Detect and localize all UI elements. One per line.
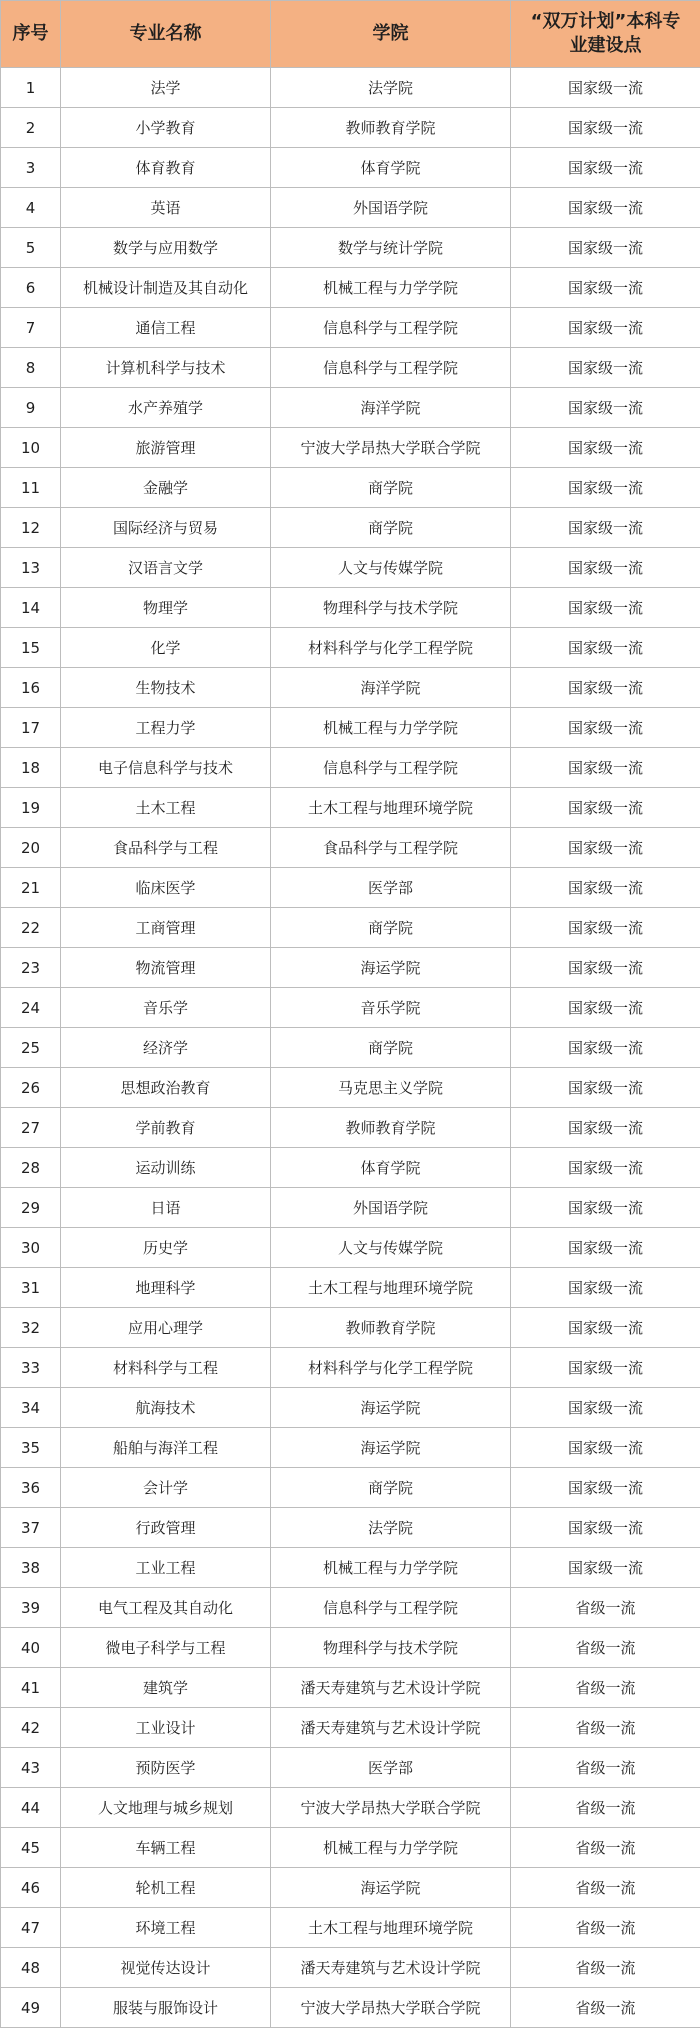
cell-level: 省级一流 [511, 1628, 700, 1668]
cell-index: 25 [1, 1028, 61, 1068]
cell-major-name: 工程力学 [61, 708, 271, 748]
table-row [1, 188, 700, 228]
cell-college: 物理科学与技术学院 [271, 588, 511, 628]
cell-major-name: 数学与应用数学 [61, 228, 271, 268]
cell-major-name: 工业设计 [61, 1708, 271, 1748]
cell-index: 33 [1, 1348, 61, 1388]
cell-index: 48 [1, 1948, 61, 1988]
cell-level: 国家级一流 [511, 388, 700, 428]
cell-index: 30 [1, 1228, 61, 1268]
table-row [1, 708, 700, 748]
table-row [1, 628, 700, 668]
table-row [1, 428, 700, 468]
cell-index: 19 [1, 788, 61, 828]
cell-level: 国家级一流 [511, 748, 700, 788]
table-row [1, 948, 700, 988]
cell-major-name: 物理学 [61, 588, 271, 628]
cell-level: 国家级一流 [511, 628, 700, 668]
cell-major-name: 物流管理 [61, 948, 271, 988]
cell-college: 土木工程与地理环境学院 [271, 1908, 511, 1948]
header-row [1, 1, 700, 68]
cell-level: 国家级一流 [511, 1348, 700, 1388]
cell-index: 35 [1, 1428, 61, 1468]
cell-index: 24 [1, 988, 61, 1028]
cell-level: 国家级一流 [511, 148, 700, 188]
cell-index: 8 [1, 348, 61, 388]
cell-major-name: 化学 [61, 628, 271, 668]
cell-college: 数学与统计学院 [271, 228, 511, 268]
table-row [1, 748, 700, 788]
cell-college: 体育学院 [271, 1148, 511, 1188]
table-row [1, 1628, 700, 1668]
cell-index: 36 [1, 1468, 61, 1508]
table-header [1, 1, 700, 68]
cell-level: 国家级一流 [511, 1148, 700, 1188]
cell-index: 3 [1, 148, 61, 188]
cell-major-name: 食品科学与工程 [61, 828, 271, 868]
cell-college: 法学院 [271, 68, 511, 108]
cell-level: 国家级一流 [511, 1428, 700, 1468]
cell-college: 海运学院 [271, 948, 511, 988]
cell-major-name: 土木工程 [61, 788, 271, 828]
cell-major-name: 行政管理 [61, 1508, 271, 1548]
cell-major-name: 学前教育 [61, 1108, 271, 1148]
cell-level: 国家级一流 [511, 1028, 700, 1068]
cell-index: 5 [1, 228, 61, 268]
header-major-name: 专业名称 [61, 1, 271, 68]
cell-index: 46 [1, 1868, 61, 1908]
cell-level: 国家级一流 [511, 788, 700, 828]
cell-level: 国家级一流 [511, 988, 700, 1028]
cell-level: 国家级一流 [511, 188, 700, 228]
cell-index: 41 [1, 1668, 61, 1708]
table-row [1, 228, 700, 268]
cell-level: 国家级一流 [511, 1508, 700, 1548]
cell-college: 材料科学与化学工程学院 [271, 1348, 511, 1388]
header-construction-level-label: “双万计划”本科专业建设点 [531, 10, 681, 58]
cell-index: 13 [1, 548, 61, 588]
cell-level: 国家级一流 [511, 1308, 700, 1348]
cell-college: 食品科学与工程学院 [271, 828, 511, 868]
cell-major-name: 建筑学 [61, 1668, 271, 1708]
cell-major-name: 电子信息科学与技术 [61, 748, 271, 788]
cell-college: 体育学院 [271, 148, 511, 188]
cell-college: 潘天寿建筑与艺术设计学院 [271, 1948, 511, 1988]
cell-major-name: 思想政治教育 [61, 1068, 271, 1108]
cell-level: 省级一流 [511, 1748, 700, 1788]
cell-level: 国家级一流 [511, 228, 700, 268]
table-row [1, 68, 700, 108]
table-row [1, 308, 700, 348]
cell-college: 土木工程与地理环境学院 [271, 1268, 511, 1308]
table-row [1, 548, 700, 588]
cell-level: 省级一流 [511, 1708, 700, 1748]
cell-major-name: 微电子科学与工程 [61, 1628, 271, 1668]
cell-level: 省级一流 [511, 1668, 700, 1708]
cell-index: 9 [1, 388, 61, 428]
cell-major-name: 汉语言文学 [61, 548, 271, 588]
cell-major-name: 会计学 [61, 1468, 271, 1508]
cell-major-name: 经济学 [61, 1028, 271, 1068]
cell-college: 商学院 [271, 508, 511, 548]
cell-major-name: 临床医学 [61, 868, 271, 908]
table-row [1, 1188, 700, 1228]
cell-college: 信息科学与工程学院 [271, 1588, 511, 1628]
cell-college: 外国语学院 [271, 188, 511, 228]
table-row [1, 1908, 700, 1948]
table-row [1, 1788, 700, 1828]
cell-level: 国家级一流 [511, 468, 700, 508]
cell-college: 材料科学与化学工程学院 [271, 628, 511, 668]
cell-index: 14 [1, 588, 61, 628]
table-row [1, 1708, 700, 1748]
cell-college: 海运学院 [271, 1868, 511, 1908]
table-row [1, 828, 700, 868]
cell-college: 人文与传媒学院 [271, 1228, 511, 1268]
cell-college: 海洋学院 [271, 668, 511, 708]
cell-level: 省级一流 [511, 1828, 700, 1868]
cell-level: 国家级一流 [511, 548, 700, 588]
cell-major-name: 工商管理 [61, 908, 271, 948]
cell-index: 1 [1, 68, 61, 108]
cell-level: 国家级一流 [511, 508, 700, 548]
cell-major-name: 预防医学 [61, 1748, 271, 1788]
cell-index: 2 [1, 108, 61, 148]
cell-college: 信息科学与工程学院 [271, 348, 511, 388]
cell-index: 37 [1, 1508, 61, 1548]
cell-index: 43 [1, 1748, 61, 1788]
cell-level: 省级一流 [511, 1788, 700, 1828]
header-index: 序号 [1, 1, 61, 68]
cell-college: 海洋学院 [271, 388, 511, 428]
cell-level: 国家级一流 [511, 948, 700, 988]
cell-level: 国家级一流 [511, 708, 700, 748]
cell-major-name: 生物技术 [61, 668, 271, 708]
table-row [1, 1468, 700, 1508]
cell-index: 12 [1, 508, 61, 548]
cell-level: 省级一流 [511, 1868, 700, 1908]
cell-college: 潘天寿建筑与艺术设计学院 [271, 1708, 511, 1748]
cell-college: 土木工程与地理环境学院 [271, 788, 511, 828]
cell-college: 教师教育学院 [271, 108, 511, 148]
cell-index: 15 [1, 628, 61, 668]
table-row [1, 1348, 700, 1388]
table-row [1, 1668, 700, 1708]
table-row [1, 1388, 700, 1428]
table-row [1, 908, 700, 948]
cell-college: 海运学院 [271, 1388, 511, 1428]
cell-index: 7 [1, 308, 61, 348]
cell-college: 医学部 [271, 868, 511, 908]
table-row [1, 468, 700, 508]
cell-major-name: 运动训练 [61, 1148, 271, 1188]
cell-major-name: 英语 [61, 188, 271, 228]
table-row [1, 1108, 700, 1148]
cell-index: 39 [1, 1588, 61, 1628]
cell-index: 21 [1, 868, 61, 908]
cell-index: 20 [1, 828, 61, 868]
table-row [1, 1748, 700, 1788]
cell-major-name: 计算机科学与技术 [61, 348, 271, 388]
cell-college: 潘天寿建筑与艺术设计学院 [271, 1668, 511, 1708]
cell-major-name: 日语 [61, 1188, 271, 1228]
table-row [1, 1508, 700, 1548]
cell-major-name: 音乐学 [61, 988, 271, 1028]
cell-major-name: 机械设计制造及其自动化 [61, 268, 271, 308]
cell-major-name: 服装与服饰设计 [61, 1988, 271, 2028]
cell-college: 信息科学与工程学院 [271, 308, 511, 348]
table-row [1, 588, 700, 628]
cell-level: 国家级一流 [511, 1388, 700, 1428]
cell-college: 宁波大学昂热大学联合学院 [271, 428, 511, 468]
table-row [1, 988, 700, 1028]
header-college: 学院 [271, 1, 511, 68]
cell-major-name: 人文地理与城乡规划 [61, 1788, 271, 1828]
cell-level: 国家级一流 [511, 68, 700, 108]
cell-college: 机械工程与力学学院 [271, 1828, 511, 1868]
cell-index: 28 [1, 1148, 61, 1188]
table-row [1, 508, 700, 548]
cell-index: 6 [1, 268, 61, 308]
table-body [1, 68, 700, 2028]
table-row [1, 1148, 700, 1188]
table-row [1, 348, 700, 388]
cell-level: 省级一流 [511, 1908, 700, 1948]
cell-major-name: 法学 [61, 68, 271, 108]
cell-index: 44 [1, 1788, 61, 1828]
cell-college: 医学部 [271, 1748, 511, 1788]
cell-college: 音乐学院 [271, 988, 511, 1028]
cell-level: 国家级一流 [511, 428, 700, 468]
table-row [1, 1588, 700, 1628]
cell-index: 18 [1, 748, 61, 788]
cell-college: 商学院 [271, 908, 511, 948]
cell-level: 国家级一流 [511, 1068, 700, 1108]
cell-college: 马克思主义学院 [271, 1068, 511, 1108]
cell-index: 47 [1, 1908, 61, 1948]
cell-level: 国家级一流 [511, 1108, 700, 1148]
cell-college: 机械工程与力学学院 [271, 708, 511, 748]
cell-major-name: 历史学 [61, 1228, 271, 1268]
cell-major-name: 应用心理学 [61, 1308, 271, 1348]
cell-major-name: 小学教育 [61, 108, 271, 148]
cell-index: 42 [1, 1708, 61, 1748]
cell-major-name: 船舶与海洋工程 [61, 1428, 271, 1468]
cell-major-name: 金融学 [61, 468, 271, 508]
cell-index: 45 [1, 1828, 61, 1868]
cell-major-name: 体育教育 [61, 148, 271, 188]
cell-index: 27 [1, 1108, 61, 1148]
table-row [1, 1988, 700, 2028]
cell-index: 17 [1, 708, 61, 748]
cell-level: 国家级一流 [511, 268, 700, 308]
cell-level: 省级一流 [511, 1988, 700, 2028]
cell-major-name: 车辆工程 [61, 1828, 271, 1868]
cell-major-name: 旅游管理 [61, 428, 271, 468]
cell-level: 国家级一流 [511, 868, 700, 908]
cell-level: 国家级一流 [511, 348, 700, 388]
cell-level: 国家级一流 [511, 1548, 700, 1588]
cell-index: 23 [1, 948, 61, 988]
cell-major-name: 轮机工程 [61, 1868, 271, 1908]
cell-index: 11 [1, 468, 61, 508]
table-row [1, 108, 700, 148]
cell-major-name: 航海技术 [61, 1388, 271, 1428]
cell-index: 26 [1, 1068, 61, 1108]
table-row [1, 868, 700, 908]
table-row [1, 1428, 700, 1468]
cell-college: 教师教育学院 [271, 1308, 511, 1348]
cell-index: 34 [1, 1388, 61, 1428]
cell-level: 国家级一流 [511, 588, 700, 628]
cell-college: 海运学院 [271, 1428, 511, 1468]
cell-index: 40 [1, 1628, 61, 1668]
cell-college: 人文与传媒学院 [271, 548, 511, 588]
table-row [1, 1308, 700, 1348]
table-row [1, 1228, 700, 1268]
cell-major-name: 视觉传达设计 [61, 1948, 271, 1988]
cell-index: 10 [1, 428, 61, 468]
cell-index: 32 [1, 1308, 61, 1348]
cell-college: 机械工程与力学学院 [271, 1548, 511, 1588]
table-row [1, 388, 700, 428]
cell-major-name: 国际经济与贸易 [61, 508, 271, 548]
table-row [1, 1068, 700, 1108]
cell-index: 31 [1, 1268, 61, 1308]
cell-index: 38 [1, 1548, 61, 1588]
cell-major-name: 水产养殖学 [61, 388, 271, 428]
table-row [1, 1828, 700, 1868]
table-row [1, 788, 700, 828]
cell-major-name: 工业工程 [61, 1548, 271, 1588]
cell-level: 国家级一流 [511, 668, 700, 708]
table-row [1, 268, 700, 308]
cell-level: 省级一流 [511, 1948, 700, 1988]
cell-college: 物理科学与技术学院 [271, 1628, 511, 1668]
cell-level: 国家级一流 [511, 908, 700, 948]
cell-college: 商学院 [271, 1028, 511, 1068]
cell-level: 国家级一流 [511, 1268, 700, 1308]
cell-level: 国家级一流 [511, 108, 700, 148]
cell-major-name: 材料科学与工程 [61, 1348, 271, 1388]
table-row [1, 1948, 700, 1988]
cell-index: 49 [1, 1988, 61, 2028]
cell-college: 法学院 [271, 1508, 511, 1548]
cell-major-name: 电气工程及其自动化 [61, 1588, 271, 1628]
cell-index: 4 [1, 188, 61, 228]
cell-college: 宁波大学昂热大学联合学院 [271, 1788, 511, 1828]
cell-college: 商学院 [271, 468, 511, 508]
table-row [1, 1028, 700, 1068]
cell-major-name: 地理科学 [61, 1268, 271, 1308]
cell-college: 机械工程与力学学院 [271, 268, 511, 308]
cell-level: 国家级一流 [511, 1188, 700, 1228]
table-row [1, 1268, 700, 1308]
header-construction-level [511, 1, 700, 68]
cell-index: 22 [1, 908, 61, 948]
cell-college: 教师教育学院 [271, 1108, 511, 1148]
cell-college: 外国语学院 [271, 1188, 511, 1228]
cell-index: 29 [1, 1188, 61, 1228]
cell-level: 国家级一流 [511, 1228, 700, 1268]
cell-major-name: 环境工程 [61, 1908, 271, 1948]
cell-major-name: 通信工程 [61, 308, 271, 348]
cell-level: 国家级一流 [511, 1468, 700, 1508]
table-row [1, 1868, 700, 1908]
cell-level: 国家级一流 [511, 308, 700, 348]
cell-college: 信息科学与工程学院 [271, 748, 511, 788]
cell-college: 宁波大学昂热大学联合学院 [271, 1988, 511, 2028]
cell-level: 国家级一流 [511, 828, 700, 868]
table-row [1, 668, 700, 708]
cell-index: 16 [1, 668, 61, 708]
table-row [1, 1548, 700, 1588]
cell-college: 商学院 [271, 1468, 511, 1508]
table-row [1, 148, 700, 188]
cell-level: 省级一流 [511, 1588, 700, 1628]
